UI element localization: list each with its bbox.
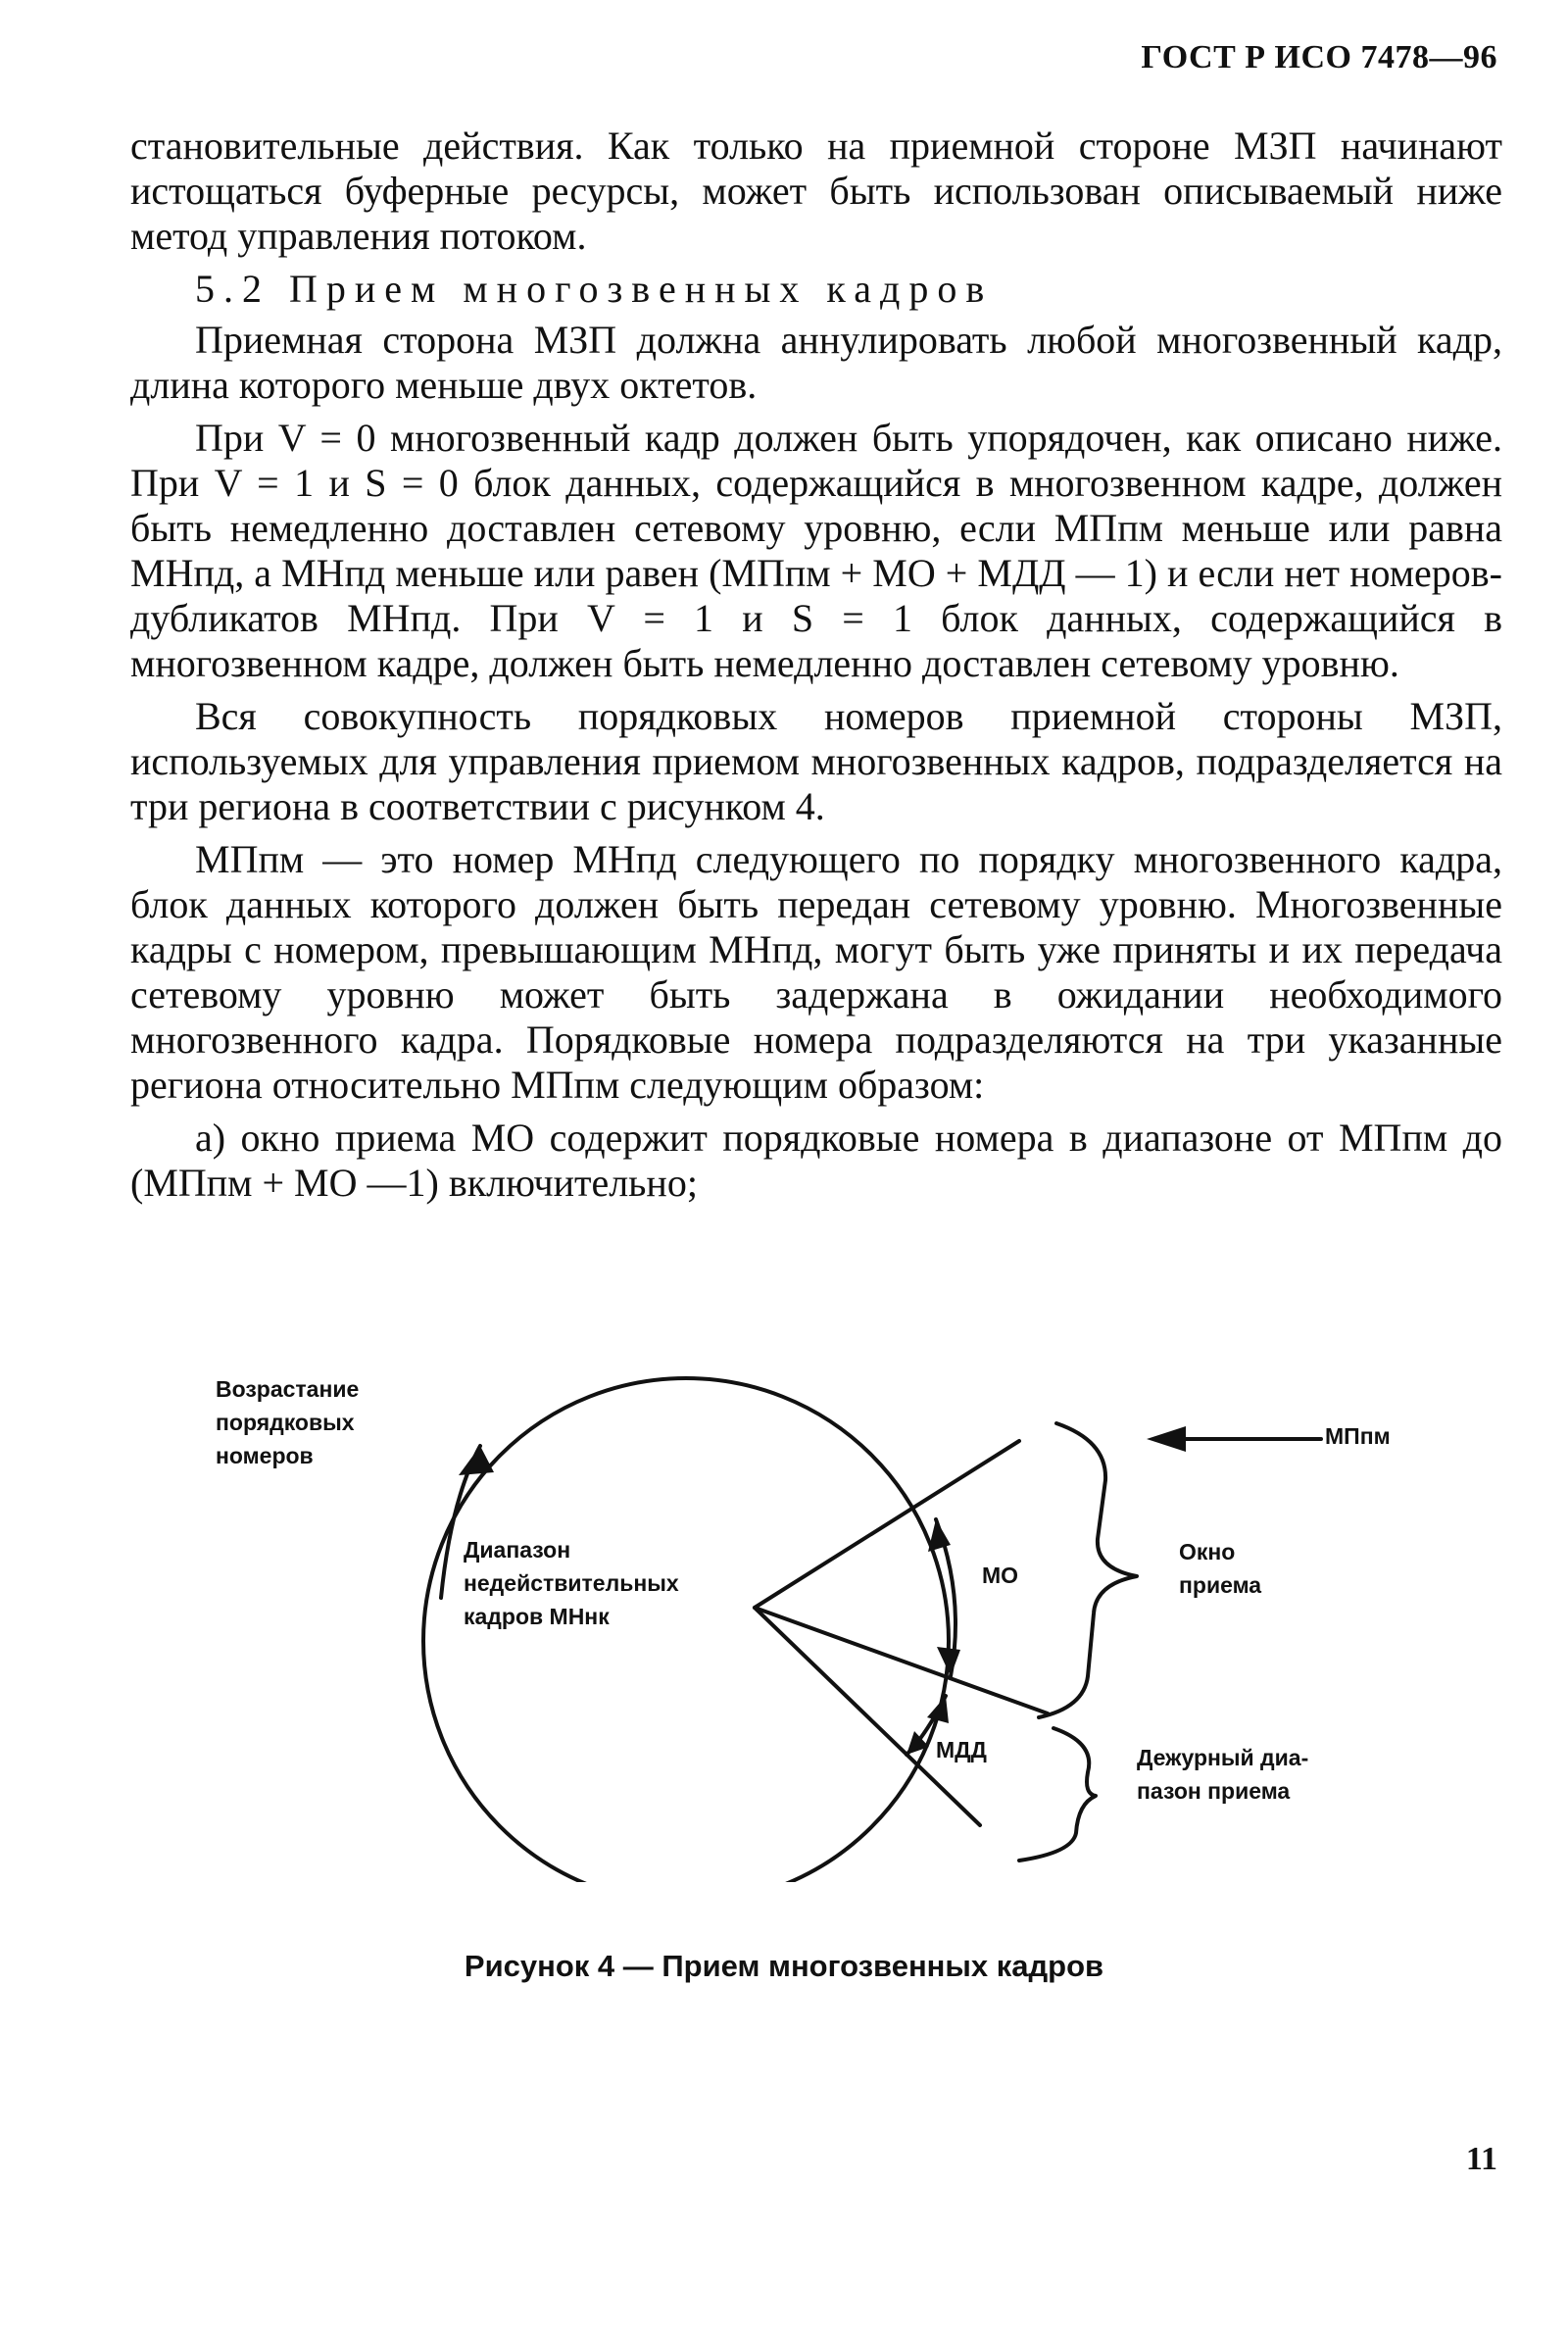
invalid-range-label-line: кадров МНнк <box>464 1604 610 1629</box>
duty-range-label <box>1137 1741 1308 1808</box>
duty-range-label-line: Дежурный диа- <box>1137 1745 1309 1770</box>
paragraph: При V = 0 многозвенный кадр должен быть упорядочен, как описано ниже. При V = 1 и S = 0 блок данных, содержащийся в многозвенном кадре, должен быть немедленно доставлен сетевому уровню, если МПпм меньше или равна МНпд, а МНпд меньше или равен (МПпм + МО + МДД — 1) и если нет номеров-дубликатов МНпд. При V = 1 и S = 1 блок данных, содержащийся в многозвенном кадре, должен быть немедленно доставлен сетевому уровню. <box>130 416 1502 685</box>
mdd-label: МДД <box>936 1737 987 1762</box>
mppm-label: МПпм <box>1325 1423 1391 1449</box>
increase-label-line: порядковых <box>216 1410 355 1435</box>
increase-label-line: Возрастание <box>216 1376 360 1402</box>
document-header: ГОСТ Р ИСО 7478—96 <box>1141 39 1497 75</box>
paragraph: Приемная сторона МЗП должна аннулировать любой многозвенный кадр, длина которого меньше двух октетов. <box>130 318 1502 407</box>
duty-brace <box>1019 1728 1096 1861</box>
duty-range-label-line: пазон приема <box>1137 1778 1291 1804</box>
window-brace <box>1039 1423 1137 1717</box>
section-heading: 5.2 Прием многозвенных кадров <box>195 267 994 311</box>
sequence-circle-diagram <box>0 1274 1568 1882</box>
paragraph: становительные действия. Как только на приемной стороне МЗП начинают истощаться буферные ресурсы, может быть использован описываемый ниже метод управления потоком. <box>130 124 1502 258</box>
mppm-arrowhead <box>1147 1426 1186 1452</box>
mdd-arrowhead-top <box>927 1696 949 1723</box>
window-end-boundary-line <box>755 1608 1048 1713</box>
figure-4 <box>0 1274 1568 1882</box>
paragraph: а) окно приема МО содержит порядковые номера в диапазоне от МПпм до (МПпм + МО —1) включительно; <box>130 1116 1502 1205</box>
body-text <box>130 124 1502 1214</box>
increase-label <box>216 1372 359 1472</box>
increase-label-line: номеров <box>216 1443 314 1468</box>
window-label-line: Окно <box>1179 1539 1236 1564</box>
window-label <box>1179 1535 1261 1602</box>
page-number: 11 <box>1465 2141 1497 2177</box>
invalid-range-label-line: недействительных <box>464 1570 679 1596</box>
invalid-range-label <box>464 1533 679 1633</box>
window-label-line: приема <box>1179 1572 1262 1598</box>
figure-caption: Рисунок 4 — Прием многозвенных кадров <box>464 1949 1104 1983</box>
mo-label: МО <box>982 1563 1019 1588</box>
paragraph: МПпм — это номер МНпд следующего по порядку многозвенного кадра, блок данных которого должен быть передан сетевому уровню. Многозвенные кадры с номером, превышающим МНпд, могут быть уже приняты и их передача сетевому уровню может быть задержана в ожидании необходимого многозвенного кадра. Порядковые номера подразделяются на три указанные региона относительно МПпм следующим образом: <box>130 837 1502 1107</box>
mppm-boundary-line <box>755 1441 1019 1608</box>
paragraph: Вся совокупность порядковых номеров приемной стороны МЗП, используемых для управления приемом многозвенных кадров, подразделяется на три региона в соответствии с рисунком 4. <box>130 694 1502 828</box>
invalid-range-label-line: Диапазон <box>464 1537 571 1563</box>
mo-arrowhead-bottom <box>937 1647 960 1676</box>
